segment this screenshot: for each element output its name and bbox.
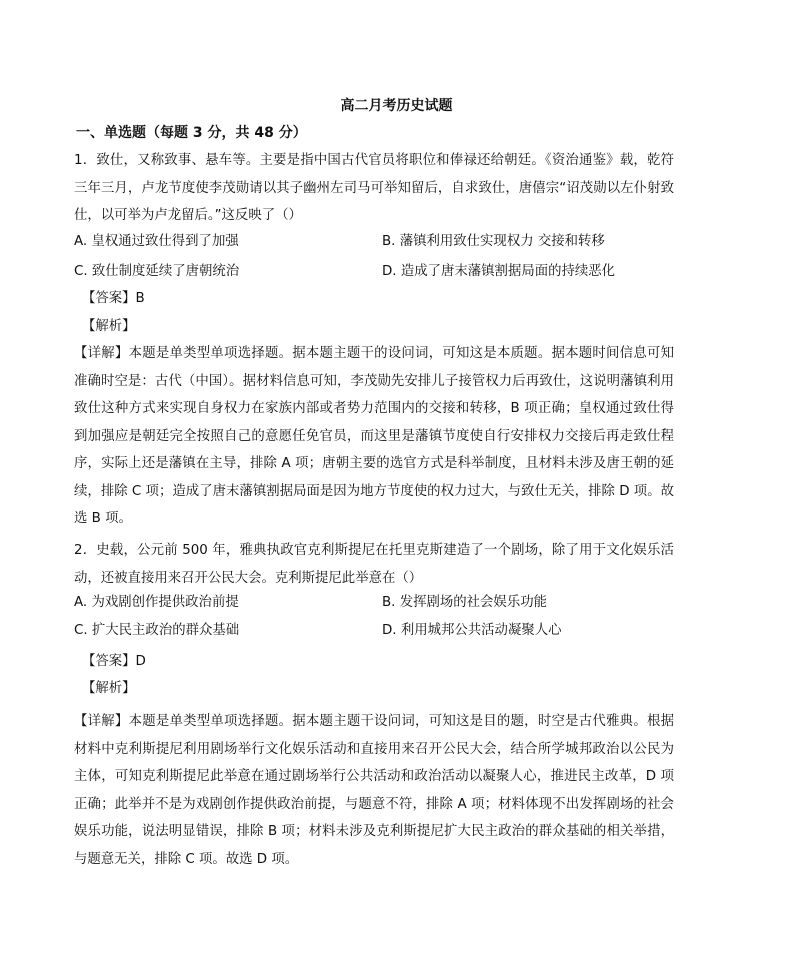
question-1-option-d: D. 造成了唐末藩镇割据局面的持续恶化: [382, 264, 616, 279]
question-1-stem: 1．致仕，又称致事、悬车等。主要是指中国古代官员将职位和俸禄还给朝廷。《资治通鉴》载，乾符三年三月，卢龙节度使李茂勋请以其子幽州左司马可举知留后，自求致仕，唐僖宗“诏茂勋以左仆射致仕，以可举为卢龙留后。”这反映了（）: [74, 153, 674, 223]
question-2-option-d: D. 利用城邦公共活动凝聚人心: [382, 623, 562, 638]
question-1-analysis-label: 【解析】: [82, 319, 136, 334]
question-2-option-b: B. 发挥剧场的社会娱乐功能: [382, 595, 547, 610]
question-2-stem: 2．史载，公元前 500 年，雅典执政官克利斯提尼在托里克斯建造了一个剧场，除了用于文化娱乐活动，还被直接用来召开公民大会。克利斯提尼此举意在（）: [74, 543, 674, 586]
question-2-option-a: A. 为戏剧创作提供政治前提: [74, 595, 239, 610]
question-2-option-c: C. 扩大民主政治的群众基础: [74, 623, 240, 638]
question-2-options-row-2: [74, 621, 674, 641]
question-1-options-row-1: [74, 232, 674, 252]
question-1-option-b: B. 藩镇利用致仕实现权力 交接和转移: [382, 234, 605, 249]
question-2-answer: 【答案】D: [82, 654, 146, 669]
question-2-detail: 【详解】本题是单类型单项选择题。据本题主题干设问词，可知这是目的题，时空是古代雅典。根据材料中克利斯提尼利用剧场举行文化娱乐活动和直接用来召开公民大会，结合所学城邦政治以公民为主体，可知克利斯提尼此举意在通过剧场举行公共活动和政治活动以凝聚人心，推进民主改革，D 项正确；此举并不是为戏剧创作提供政治前提，与题意不符，排除 A 项；材料体现不出发挥剧场的社会娱乐功能，说法明显错误，排除 B 项；材料未涉及克利斯提尼扩大民主政治的群众基础的相关举措，与题意无关，排除 C 项。故选 D 项。: [74, 714, 674, 867]
question-1-option-c: C. 致仕制度延续了唐朝统治: [74, 264, 240, 279]
section-heading: 一、单选题（每题 3 分，共 48 分）: [76, 125, 307, 141]
question-1-options-row-2: [74, 262, 674, 282]
page-title: 高二月考历史试题: [340, 98, 453, 114]
question-2-options-row-1: [74, 593, 674, 613]
question-1-answer: 【答案】B: [82, 291, 145, 306]
question-1-detail: 【详解】本题是单类型单项选择题。据本题主题干的设问词，可知这是本质题。据本题时间信息可知准确时空是：古代（中国）。据材料信息可知，李茂勋先安排儿子接管权力后再致仕，这说明藩镇利用致仕这种方式来实现自身权力在家族内部或者势力范围内的交接和转移，B 项正确；皇权通过致仕得到加强应是朝廷完全按照自己的意愿任免官员，而这里是藩镇节度使自行安排权力交接后再走致仕程序，实际上还是藩镇在主导，排除 A 项；唐朝主要的选官方式是科举制度，且材料未涉及唐王朝的延续，排除 C 项；造成了唐末藩镇割据局面是因为地方节度使的权力过大，与致仕无关，排除 D 项。故选 B 项。: [74, 346, 674, 526]
question-1-option-a: A. 皇权通过致仕得到了加强: [74, 234, 239, 249]
question-2-analysis-label: 【解析】: [82, 681, 136, 696]
